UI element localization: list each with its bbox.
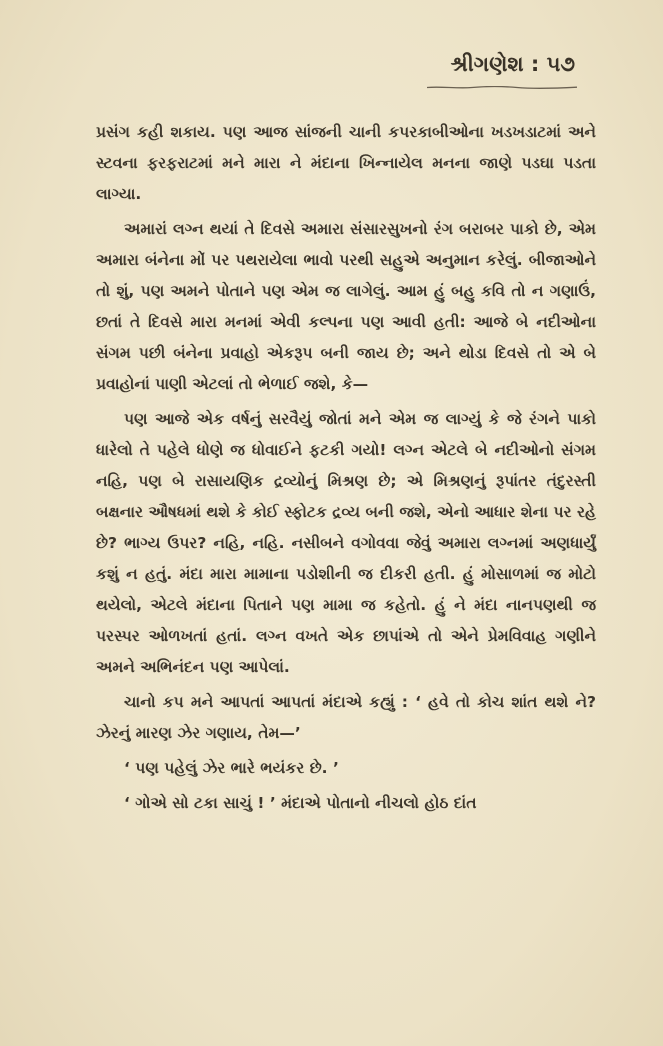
paragraph-1: પ્રસંગ કહી શકાય. પણ આજ સાંજની ચાની કપરકાબીઓના ખડખડાટમાં અને સ્ટવના ફરફરાટમાં મને મારા ને મંદાના ખિન્નાયેલ મનના જાણે પડઘા પડતા લાગ્યા. <box>96 123 596 203</box>
paragraph-4: ચાનો કપ મને આપતાં આપતાં મંદાએ કહ્યું : ‘ હવે તો કોચ શાંત થશે ને? ઝેરનું મારણ ઝેર ગણાય, તેમ—’ <box>96 693 596 742</box>
page-header: શ્રીગણેશ : ૫૭ <box>450 52 575 76</box>
header-underline-flourish <box>427 86 577 89</box>
paragraph-2: અમારાં લગ્ન થયાં તે દિવસે અમારા સંસારસુખનો રંગ બરાબર પાકો છે, એમ અમારા બંનેના મોં પર પથરાયેલા ભાવો પરથી સહુએ અનુમાન કરેલું. બીજાઓને તો શું, પણ અમને પોતાને પણ એમ જ લાગેલું. આમ હું બહુ કવિ તો ન ગણાઉં, છતાં તે દિવસે મારા મનમાં એવી કલ્પના પણ આવી હતી: આજે બે નદીઓના સંગમ પછી બંનેના પ્રવાહો એકરૂપ બની જાય છે; અને થોડા દિવસે તો એ બે પ્રવાહોનાં પાણી એટલાં તો ભેળાઈ જશે, કે— <box>96 220 596 393</box>
paragraph-6: ‘ ગોએ સો ટકા સાચું ! ’ મંદાએ પોતાનો નીચલો હોઠ દાંત <box>124 794 477 812</box>
paragraph-3: પણ આજે એક વર્ષનું સરવૈયું જોતાં મને એમ જ લાગ્યું કે જે રંગને પાકો ધારેલો તે પહેલે ધોણે જ ધોવાઈને ફટકી ગયો! લગ્ન એટલે બે નદીઓનો સંગમ નહિ, પણ બે રાસાયણિક દ્રવ્યોનું મિશ્રણ છે; એ મિશ્રણનું રૂપાંતર તંદુરસ્તી બક્ષનાર ઔષધમાં થશે કે કોઈ સ્ફોટક દ્રવ્ય બની જશે, એનો આધાર શેના પર રહે છે? ભાગ્ય ઉપર? નહિ, નહિ. નસીબને વગોવવા જેવું અમારા લગ્નમાં અણધાર્યું કશું ન હતું. મંદા મારા મામાના પડોશીની જ દીકરી હતી. હું મોસાળમાં જ મોટો થયેલો, એટલે મંદાના પિતાને પણ મામા જ કહેતો. હું ને મંદા નાનપણથી જ પરસ્પર ઓળખતાં હતાં. લગ્ન વખતે એક છાપાંએ તો એને પ્રેમવિવાહ ગણીને અમને અભિનંદન પણ આપેલાં. <box>96 410 596 676</box>
page-body-text <box>96 117 596 823</box>
paragraph-5: ‘ પણ પહેલું ઝેર ભારે ભયંકર છે. ’ <box>124 759 339 777</box>
